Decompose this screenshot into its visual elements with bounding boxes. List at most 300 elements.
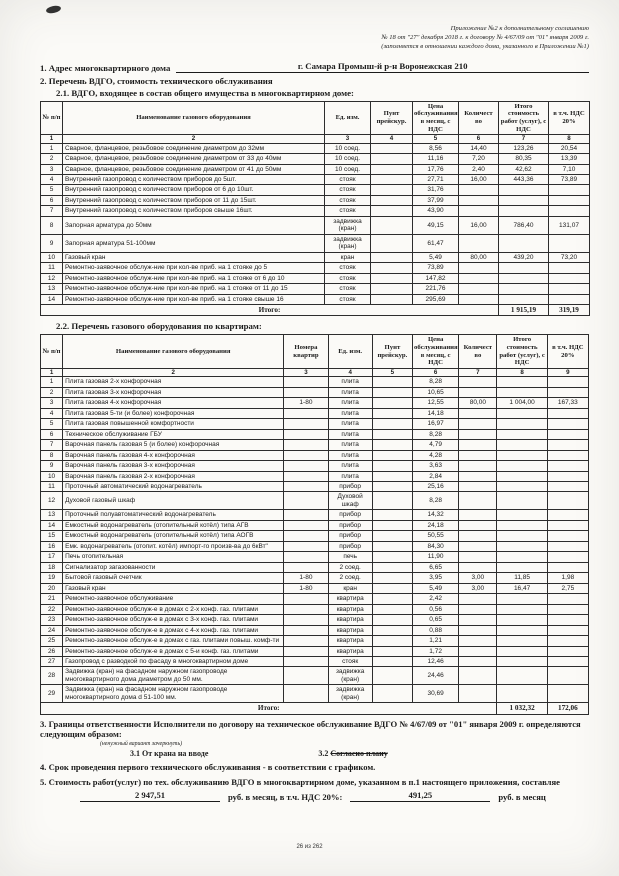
cell-unit: печь [328, 552, 372, 562]
table-row [41, 636, 589, 646]
cell-price: 5,49 [413, 583, 459, 593]
cell-total [497, 510, 547, 520]
cell-unit: плита [328, 461, 372, 471]
cell-name: Плита газовая 4-х конфорочная [63, 398, 284, 408]
cell-price: 49,15 [413, 216, 459, 234]
total-sum: 1 032,32 [497, 703, 547, 714]
cell-pricelist [371, 252, 413, 262]
cell-flats [284, 419, 328, 429]
cell-name: Ремонтно-заявочное обслуживание [63, 594, 284, 604]
cell-qty [459, 636, 497, 646]
cell-n: 17 [41, 552, 63, 562]
cell-flats [284, 482, 328, 492]
cell-pricelist [371, 185, 413, 195]
cell-name: Ремонтно-заявочное обслуж-ние при кол-ве приб. на 1 стояке свыше 16 [63, 294, 325, 304]
cell-pricelist [372, 625, 412, 635]
cell-name: Емкостный водонагреватель (отопительный котёл) типа АОГВ [63, 531, 284, 541]
cell-pricelist [372, 667, 412, 685]
cell-total [497, 520, 547, 530]
cell-unit: 10 соед. [325, 164, 371, 174]
cell-price: 0,56 [413, 604, 459, 614]
column-number: 2 [63, 135, 325, 143]
cell-qty [459, 294, 499, 304]
section5-amounts [80, 790, 589, 802]
table-row [41, 284, 590, 294]
cell-vat [547, 656, 588, 666]
column-number: 7 [459, 369, 497, 377]
cell-price: 61,47 [413, 234, 459, 252]
cell-vat [549, 284, 590, 294]
cell-n: 15 [41, 531, 63, 541]
table-row [41, 387, 589, 397]
address-row [40, 61, 589, 73]
cell-vat [547, 387, 588, 397]
column-number: 3 [284, 369, 328, 377]
cell-qty [459, 419, 497, 429]
cell-unit: Духовой шкаф [328, 492, 372, 510]
cell-pricelist [372, 492, 412, 510]
cell-unit: 2 соед. [328, 562, 372, 572]
section2-2-title: 2.2. Перечень газового оборудования по квартирам: [56, 321, 262, 332]
appendix-header [40, 24, 589, 52]
table-row [41, 377, 589, 387]
column-header: Цена обслуживания в месяц, с НДС [413, 101, 459, 135]
cell-qty [459, 520, 497, 530]
cell-qty [459, 195, 499, 205]
cell-qty: 14,40 [459, 143, 499, 153]
cell-vat [549, 185, 590, 195]
cell-price: 16,97 [413, 419, 459, 429]
cell-pricelist [372, 562, 412, 572]
cell-pricelist [372, 408, 412, 418]
cell-unit: стояк [325, 175, 371, 185]
cell-pricelist [372, 573, 412, 583]
cell-qty [459, 377, 497, 387]
cell-name: Задвижка (кран) на фасадном наружном газопроводе многоквартирного дома диаметром до 50 мм. [63, 667, 284, 685]
column-number: 5 [413, 135, 459, 143]
cell-pricelist [371, 195, 413, 205]
cell-flats [284, 471, 328, 481]
cell-pricelist [372, 531, 412, 541]
column-header: Ед. изм. [328, 335, 372, 369]
cell-pricelist [371, 284, 413, 294]
cell-total [499, 185, 549, 195]
column-header: Номера квартир [284, 335, 328, 369]
cell-n: 8 [41, 216, 63, 234]
cell-vat: 131,07 [549, 216, 590, 234]
table-row [41, 562, 589, 572]
cell-flats [284, 440, 328, 450]
cell-pricelist [372, 615, 412, 625]
cell-qty [459, 450, 497, 460]
cell-total: 443,36 [499, 175, 549, 185]
table-row [41, 541, 589, 551]
cell-unit: квартира [328, 646, 372, 656]
cell-price: 295,69 [413, 294, 459, 304]
cell-vat [549, 263, 590, 273]
cell-n: 27 [41, 656, 63, 666]
cell-name: Сигнализатор загазованности [63, 562, 284, 572]
cell-total: 16,47 [497, 583, 547, 593]
cell-flats [284, 520, 328, 530]
total-vat: 172,06 [547, 703, 588, 714]
table-row [41, 294, 590, 304]
cell-unit: стояк [325, 263, 371, 273]
cell-unit: прибор [328, 482, 372, 492]
appendix-line-3: (заполняется в отношении каждого дома, указанного в Приложении №1) [381, 43, 589, 51]
section5-intro: 5. Стоимость работ(услуг) по тех. обслуживанию ВДГО в многоквартирном доме, указанном в п.1 настоящего приложения, составляе [40, 776, 560, 787]
cell-unit: прибор [328, 541, 372, 551]
cell-n: 5 [41, 419, 63, 429]
cell-pricelist [372, 450, 412, 460]
cell-name: Запорная арматура до 50мм [63, 216, 325, 234]
cell-n: 1 [41, 143, 63, 153]
cell-unit: 10 соед. [325, 143, 371, 153]
cell-n: 7 [41, 206, 63, 216]
cell-pricelist [372, 520, 412, 530]
cell-price: 1,72 [413, 646, 459, 656]
cell-vat [547, 531, 588, 541]
cell-total [499, 294, 549, 304]
cell-price: 8,28 [413, 429, 459, 439]
cell-pricelist [371, 234, 413, 252]
cell-n: 14 [41, 294, 63, 304]
cell-flats [284, 656, 328, 666]
cell-unit: стояк [325, 185, 371, 195]
cell-unit: задвижка (кран) [328, 667, 372, 685]
section4-title: 4. Срок проведения первого технического обслуживания - в соответствии с графиком. [40, 762, 376, 773]
column-number: 5 [372, 369, 412, 377]
cell-unit: плита [328, 387, 372, 397]
cell-n: 10 [41, 252, 63, 262]
table-row [41, 461, 589, 471]
cell-name: Плита газовая 2-х конфорочная [63, 377, 284, 387]
cell-vat [547, 636, 588, 646]
cell-price: 50,55 [413, 531, 459, 541]
table-row [41, 604, 589, 614]
cell-vat [547, 594, 588, 604]
cell-total [497, 625, 547, 635]
cell-qty [459, 206, 499, 216]
cell-vat [547, 377, 588, 387]
section5-tail-text: руб. в месяц [498, 791, 546, 802]
column-header: № п/п [41, 101, 63, 135]
cell-name: Варочная панель газовая 2-х конфорочная [63, 471, 284, 481]
cell-name: Емк. водонагреватель (отопит. котёл) импорт-го произв-ва до 6кВт" [63, 541, 284, 551]
cell-total [497, 408, 547, 418]
cell-total [497, 604, 547, 614]
cell-vat [547, 419, 588, 429]
cell-name: Варочная панель газовая 5 (и более) конфорочная [63, 440, 284, 450]
cell-n: 9 [41, 461, 63, 471]
cell-qty [459, 625, 497, 635]
cell-qty [459, 615, 497, 625]
cell-price: 0,65 [413, 615, 459, 625]
cell-unit: прибор [328, 531, 372, 541]
cell-n: 8 [41, 450, 63, 460]
cell-name: Емкостный водонагреватель (отопительный котёл) типа АГВ [63, 520, 284, 530]
cell-pricelist [371, 206, 413, 216]
cell-qty [459, 387, 497, 397]
column-header: Пунт прейскур. [371, 101, 413, 135]
column-header: Итого стоимость работ (услуг), с НДС [499, 101, 549, 135]
cell-name: Ремонтно-заявочное обслуж-е в домах с 4-х конф. газ. плитами [63, 625, 284, 635]
cell-vat [547, 520, 588, 530]
cell-total [497, 562, 547, 572]
cell-qty: 16,00 [459, 216, 499, 234]
cell-flats [284, 604, 328, 614]
cell-qty [459, 492, 497, 510]
cell-qty: 3,00 [459, 573, 497, 583]
cell-unit: стояк [325, 195, 371, 205]
cell-flats [284, 531, 328, 541]
cell-flats: 1-80 [284, 573, 328, 583]
cell-price: 37,99 [413, 195, 459, 205]
total-row [41, 305, 590, 316]
section2-1-title: 2.1. ВДГО, входящее в состав общего имущества в многоквартирном доме: [56, 87, 354, 98]
total-label: Итого: [41, 703, 497, 714]
cell-name: Плита газовая 3-х конфорочная [63, 387, 284, 397]
cell-total [499, 284, 549, 294]
cell-name: Ремонтно-заявочное обслуж-ние при кол-ве приб. на 1 стояке от 6 до 10 [63, 273, 325, 283]
cell-unit: квартира [328, 636, 372, 646]
cell-qty: 80,00 [459, 398, 497, 408]
monthly-vat-value: 491,25 [350, 790, 490, 802]
cell-qty [459, 552, 497, 562]
cell-n: 10 [41, 471, 63, 481]
cell-qty [459, 667, 497, 685]
cell-total [497, 461, 547, 471]
column-header: Количест во [459, 335, 497, 369]
appendix-line-1: Приложение №2 к дополнительному соглашению [450, 25, 589, 32]
cell-unit: плита [328, 429, 372, 439]
table-row [41, 625, 589, 635]
cell-vat: 167,33 [547, 398, 588, 408]
cell-vat [547, 615, 588, 625]
cell-vat [547, 440, 588, 450]
table-row [41, 154, 590, 164]
cell-pricelist [372, 583, 412, 593]
table-row [41, 419, 589, 429]
cell-n: 12 [41, 492, 63, 510]
column-number: 8 [549, 135, 590, 143]
cell-n: 20 [41, 583, 63, 593]
cell-total [497, 646, 547, 656]
cell-n: 13 [41, 284, 63, 294]
address-value: г. Самара Промыш-й р-н Воронежская 210 [176, 61, 589, 73]
column-number: 8 [497, 369, 547, 377]
table-row [41, 185, 590, 195]
column-number: 6 [413, 369, 459, 377]
cell-n: 6 [41, 429, 63, 439]
cell-total: 1 004,00 [497, 398, 547, 408]
table-row [41, 667, 589, 685]
cell-pricelist [372, 594, 412, 604]
cell-unit: стояк [325, 284, 371, 294]
cell-flats [284, 625, 328, 635]
table-row [41, 573, 589, 583]
option-3-2-number: 3.2 [318, 749, 329, 759]
cell-vat: 2,75 [547, 583, 588, 593]
cell-price: 2,84 [413, 471, 459, 481]
cell-pricelist [372, 636, 412, 646]
table-row [41, 531, 589, 541]
cell-qty: 3,00 [459, 583, 497, 593]
cell-name: Печь отопительная [63, 552, 284, 562]
cell-price: 4,28 [413, 450, 459, 460]
cell-price: 12,55 [413, 398, 459, 408]
cell-price: 5,49 [413, 252, 459, 262]
cell-unit: 2 соед. [328, 573, 372, 583]
cell-price: 11,90 [413, 552, 459, 562]
cell-price: 2,42 [413, 594, 459, 604]
cell-flats [284, 387, 328, 397]
column-header: № п/п [41, 335, 63, 369]
cell-name: Газопровод с разводкой по фасаду в многоквартирном доме [63, 656, 284, 666]
cell-pricelist [371, 154, 413, 164]
cell-price: 14,32 [413, 510, 459, 520]
cell-total: 11,85 [497, 573, 547, 583]
column-number: 1 [41, 135, 63, 143]
cell-flats [284, 510, 328, 520]
cell-pricelist [372, 604, 412, 614]
table-row [41, 143, 590, 153]
table-row [41, 263, 590, 273]
cell-unit: 10 соед. [325, 154, 371, 164]
cell-qty: 16,00 [459, 175, 499, 185]
cell-total: 439,20 [499, 252, 549, 262]
cell-total [497, 419, 547, 429]
cell-n: 5 [41, 185, 63, 195]
cell-unit: плита [328, 408, 372, 418]
cell-qty [459, 594, 497, 604]
cell-name: Ремонтно-заявочное обслуж-ние при кол-ве приб. на 1 стояке до 5 [63, 263, 325, 273]
cell-pricelist [372, 419, 412, 429]
cell-qty [459, 429, 497, 439]
cell-price: 8,56 [413, 143, 459, 153]
table-row [41, 656, 589, 666]
column-header: Наименование газового оборудования [63, 101, 325, 135]
cell-total [497, 594, 547, 604]
table-row [41, 440, 589, 450]
cell-vat [549, 294, 590, 304]
table-row [41, 594, 589, 604]
cell-total [497, 685, 547, 703]
cell-unit: квартира [328, 625, 372, 635]
cell-price: 12,46 [413, 656, 459, 666]
cell-total [499, 273, 549, 283]
cell-vat: 73,89 [549, 175, 590, 185]
cell-price: 25,16 [413, 482, 459, 492]
cell-flats [284, 594, 328, 604]
cell-vat: 20,54 [549, 143, 590, 153]
cell-qty [459, 482, 497, 492]
appendix-line-2: № 18 от "27" декабря 2018 г. к договору № 4/67/09 от "01" января 2009 г. [381, 34, 589, 42]
table-row [41, 615, 589, 625]
cell-n: 16 [41, 541, 63, 551]
cell-n: 23 [41, 615, 63, 625]
cell-n: 3 [41, 164, 63, 174]
cell-name: Техническое обслуживание ГБУ [63, 429, 284, 439]
table-row [41, 408, 589, 418]
cell-vat: 73,20 [549, 252, 590, 262]
table-row [41, 195, 590, 205]
cell-pricelist [371, 175, 413, 185]
cell-total [499, 206, 549, 216]
cell-pricelist [372, 656, 412, 666]
cell-vat [549, 273, 590, 283]
cell-pricelist [371, 143, 413, 153]
cell-price: 4,79 [413, 440, 459, 450]
table-row [41, 252, 590, 262]
cell-vat [549, 195, 590, 205]
cell-pricelist [372, 440, 412, 450]
cell-qty [459, 185, 499, 195]
cell-price: 30,69 [413, 685, 459, 703]
cell-total [497, 387, 547, 397]
cell-flats [284, 492, 328, 510]
cell-vat [547, 541, 588, 551]
cell-vat [547, 429, 588, 439]
table-row [41, 273, 590, 283]
cell-price: 24,46 [413, 667, 459, 685]
cell-flats [284, 646, 328, 656]
cell-name: Плита газовая повышенной комфортности [63, 419, 284, 429]
cell-pricelist [372, 510, 412, 520]
header-row [41, 101, 590, 135]
table-row [41, 450, 589, 460]
cell-flats [284, 636, 328, 646]
cell-qty [459, 541, 497, 551]
column-number: 4 [328, 369, 372, 377]
cell-pricelist [372, 685, 412, 703]
cell-name: Газовый кран [63, 252, 325, 262]
cell-flats [284, 615, 328, 625]
cell-vat [549, 206, 590, 216]
cell-price: 8,28 [413, 377, 459, 387]
table-row [41, 646, 589, 656]
cell-total: 42,62 [499, 164, 549, 174]
cell-name: Сварное, фланцевое, резьбовое соединение диаметром от 33 до 40мм [63, 154, 325, 164]
address-label: 1. Адрес многоквартирного дома [40, 62, 171, 73]
cell-price: 11,16 [413, 154, 459, 164]
cell-qty [459, 685, 497, 703]
cell-name: Внутренний газопровод с количеством приборов свыше 16шт. [63, 206, 325, 216]
cell-vat [547, 461, 588, 471]
cell-total [497, 482, 547, 492]
section3-options [130, 749, 589, 758]
cell-price: 10,65 [413, 387, 459, 397]
cell-name: Ремонтно-заявочное обслуж-ние при кол-ве приб. на 1 стояке от 11 до 15 [63, 284, 325, 294]
total-vat: 319,19 [549, 305, 590, 316]
cell-price: 147,82 [413, 273, 459, 283]
cell-flats [284, 450, 328, 460]
cell-price: 1,21 [413, 636, 459, 646]
cell-price: 24,18 [413, 520, 459, 530]
column-header: Итого стоимость работ (услуг), с НДС [497, 335, 547, 369]
cell-qty [459, 234, 499, 252]
cell-vat [549, 234, 590, 252]
cell-unit: квартира [328, 594, 372, 604]
cell-unit: плита [328, 471, 372, 481]
cell-pricelist [371, 294, 413, 304]
cell-pricelist [372, 552, 412, 562]
cell-name: Газовый кран [63, 583, 284, 593]
header-row [41, 335, 589, 369]
column-number: 1 [41, 369, 63, 377]
apartment-equipment-table [40, 334, 589, 714]
cell-total [497, 636, 547, 646]
